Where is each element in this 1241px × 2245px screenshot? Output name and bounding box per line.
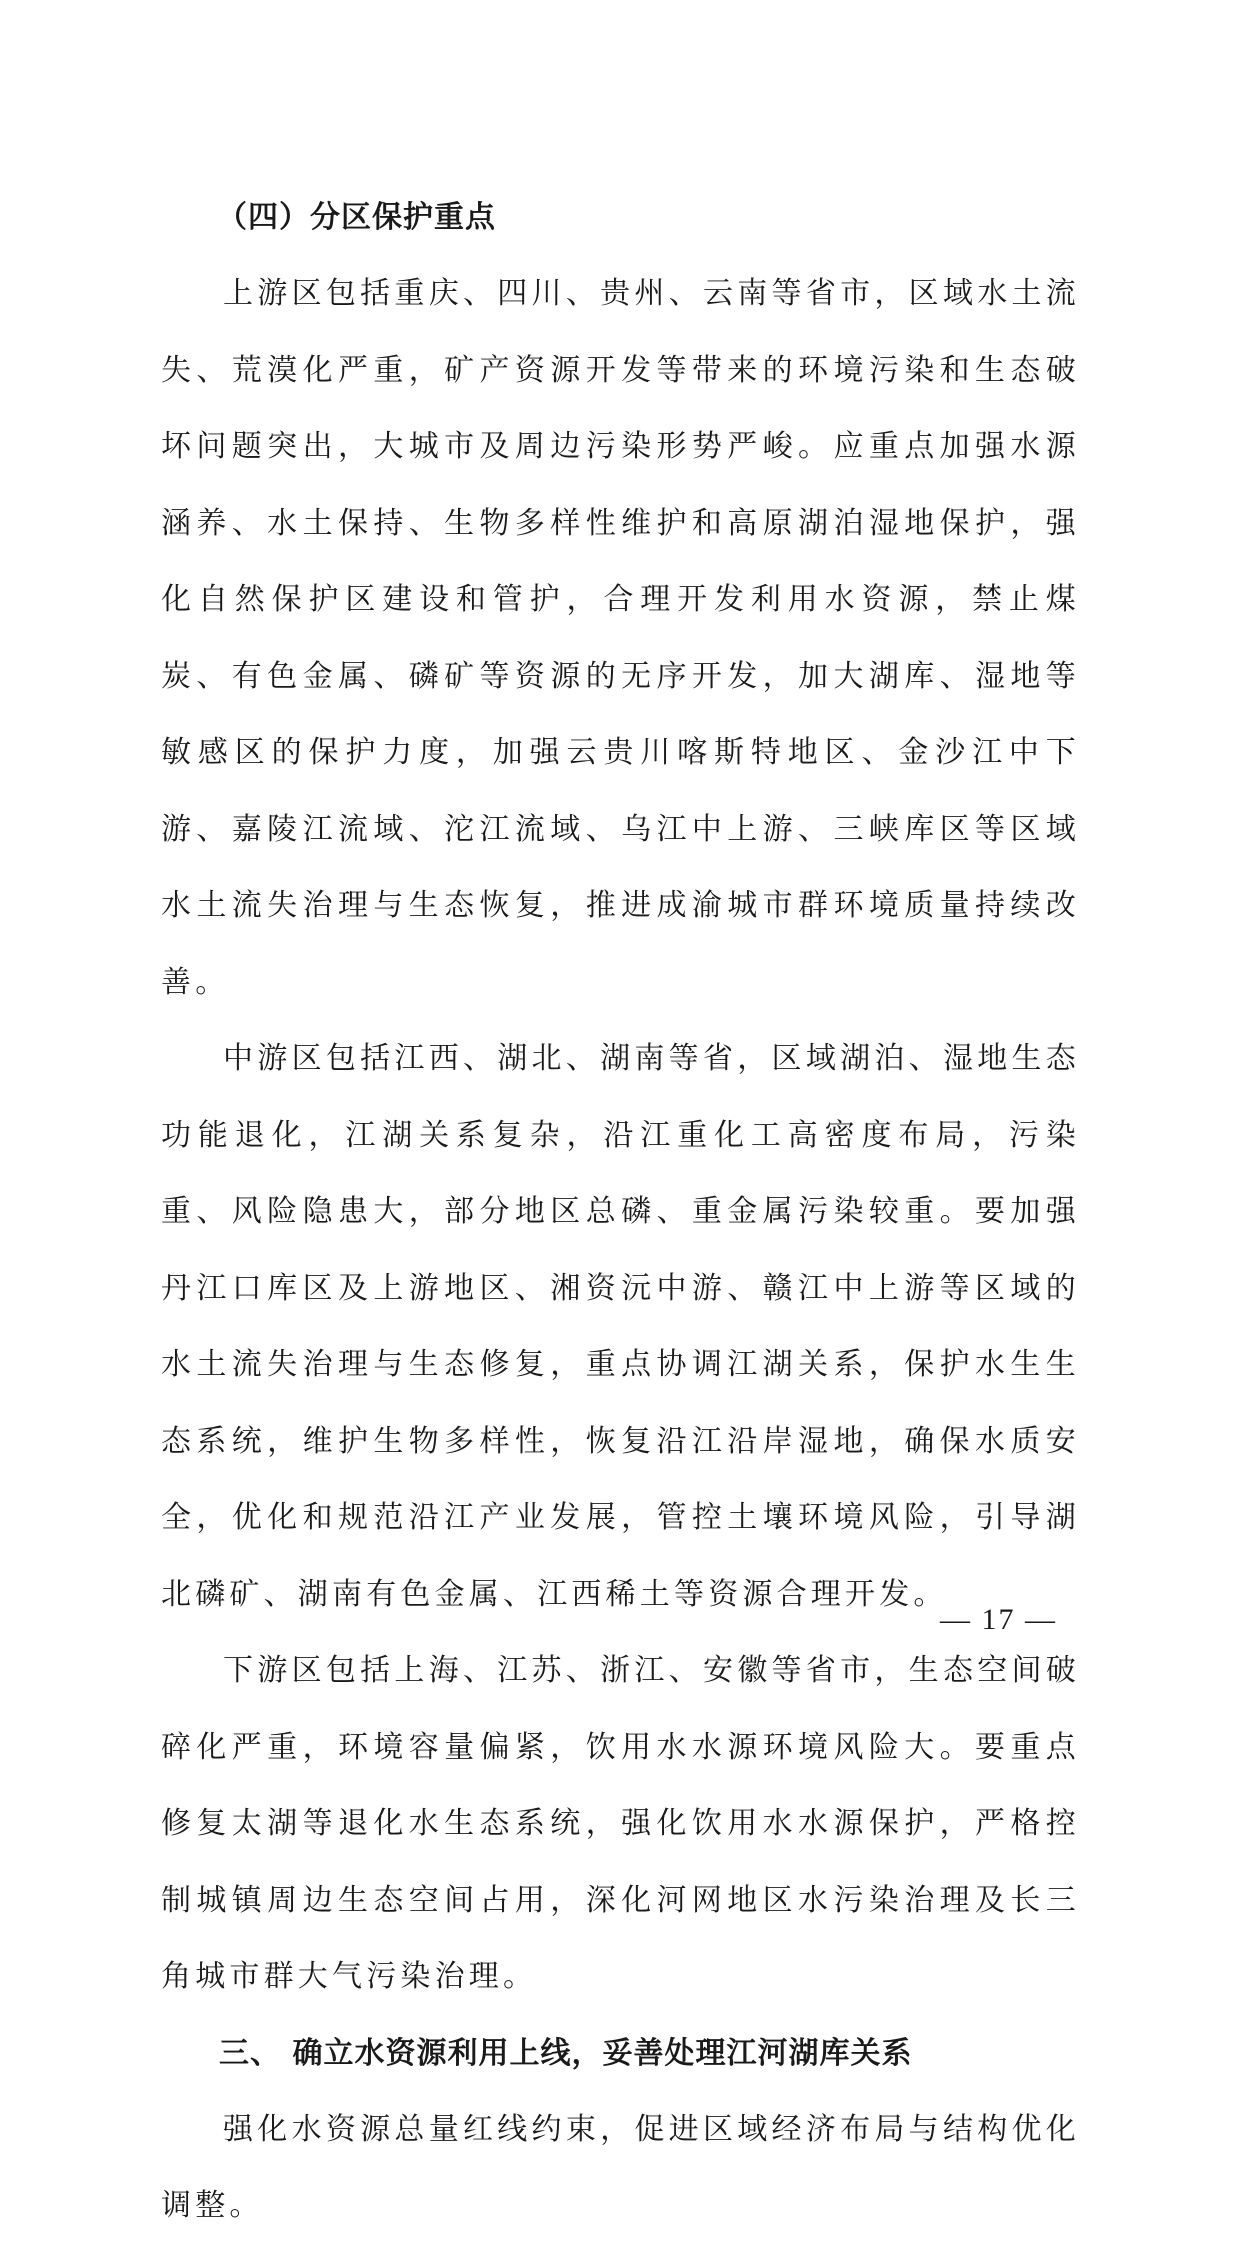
page-number: — 17 — [940, 1603, 1057, 1636]
paragraph-closing: 强化水资源总量红线约束，促进区域经济布局与结构优化调整。 [161, 2111, 1080, 2223]
main-heading: 三、 确立水资源利用上线，妥善处理江河湖库关系 [219, 2035, 913, 2071]
paragraph-midstream: 中游区包括江西、湖北、湖南等省，区域湖泊、湿地生态功能退化，江湖关系复杂，沿江重化工高密度布局，污染重、风险隐患大，部分地区总磷、重金属污染较重。要加强丹江口库区及上游地区、湘资沅中游、赣江中上游等区域的水土流失治理与生态修复，重点协调江湖关系，保护水生生态系统，维护生物多样性，恢复沿江沿岸湿地，确保水质安全，优化和规范沿江产业发展，管控土壤环境风险，引导湖北磷矿、湖南有色金属、江西稀土等资源合理开发。 [161, 1041, 1080, 1612]
section-heading: （四）分区保护重点 [217, 200, 496, 235]
document-page [161, 180, 1080, 2245]
paragraph-upstream: 上游区包括重庆、四川、贵州、云南等省市，区域水土流失、荒漠化严重，矿产资源开发等带来的环境污染和生态破坏问题突出，大城市及周边污染形势严峻。应重点加强水源涵养、水土保持、生物多样性维护和高原湖泊湿地保护，强化自然保护区建设和管护，合理开发利用水资源，禁止煤炭、有色金属、磷矿等资源的无序开发，加大湖库、湿地等敏感区的保护力度，加强云贵川喀斯特地区、金沙江中下游、嘉陵江流域、沱江流域、乌江中上游、三峡库区等区域水土流失治理与生态恢复，推进成渝城市群环境质量持续改善。 [161, 276, 1080, 1000]
paragraph-downstream: 下游区包括上海、江苏、浙江、安徽等省市，生态空间破碎化严重，环境容量偏紧，饮用水水源环境风险大。要重点修复太湖等退化水生态系统，强化饮用水水源保护，严格控制城镇周边生态空间占用，深化河网地区水污染治理及长三角城市群大气污染治理。 [161, 1653, 1080, 1994]
